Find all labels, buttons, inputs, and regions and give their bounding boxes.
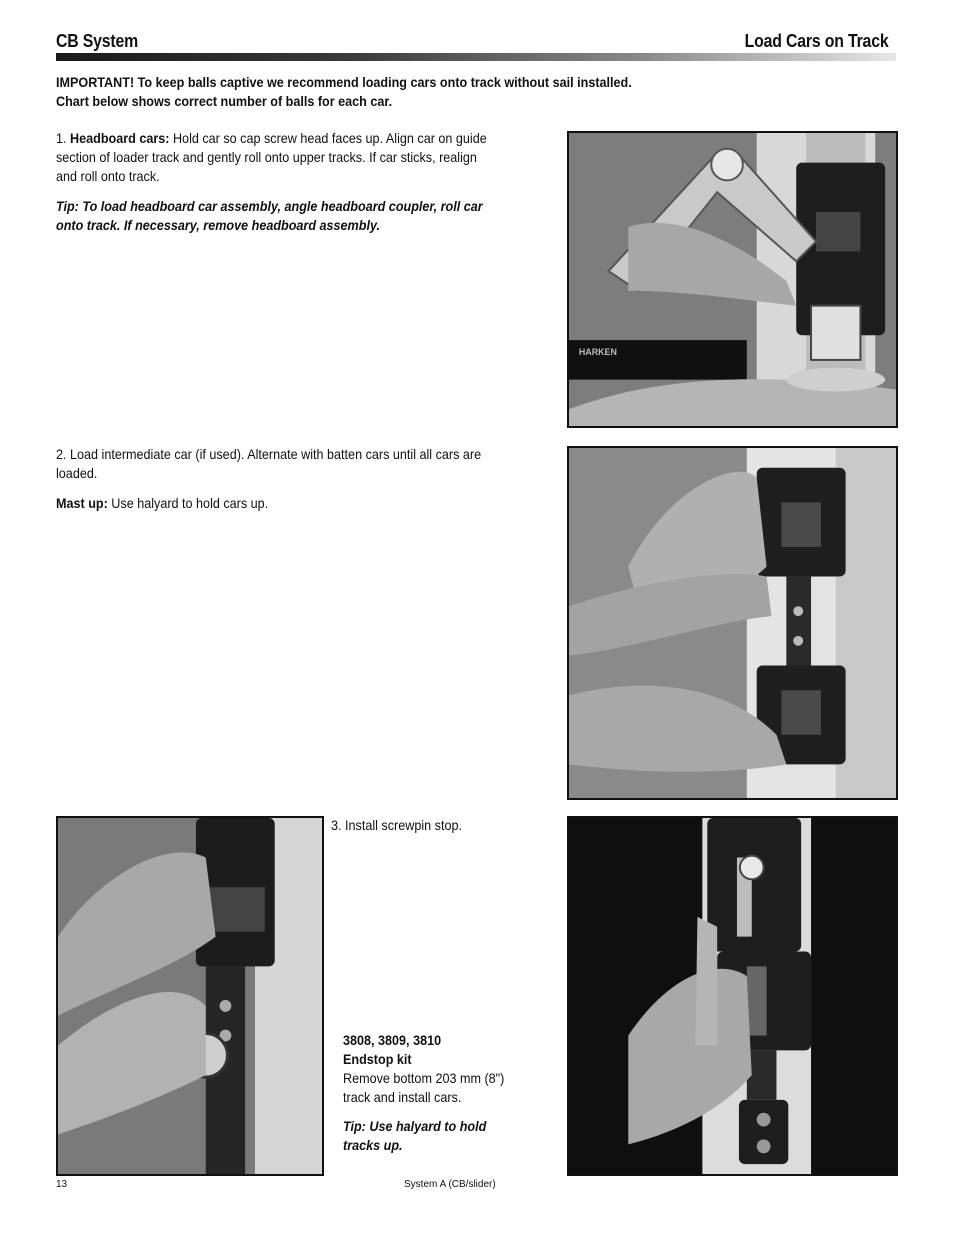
endstop-kit bbox=[343, 1031, 532, 1107]
step-1-line-2: section of loader track and gently roll onto upper tracks. If car sticks, realign bbox=[56, 149, 477, 165]
mast-up-note bbox=[56, 494, 524, 513]
step-2-text bbox=[56, 445, 524, 483]
step-3-text: 3. Install screwpin stop. bbox=[331, 817, 462, 833]
page-title: Load Cars on Track bbox=[744, 31, 888, 51]
step-2-line-2: loaded. bbox=[56, 465, 98, 481]
step-2-line-1: 2. Load intermediate car (if used). Alternate with batten cars until all cars are bbox=[56, 446, 482, 462]
photo-endstop-kit bbox=[567, 816, 898, 1176]
step-1-line-1: Hold car so cap screw head faces up. Align car on guide bbox=[172, 130, 487, 146]
photo-brand-label: HARKEN bbox=[578, 346, 617, 357]
endstop-desc-line-1: Remove bottom 203 mm (8") bbox=[343, 1070, 505, 1086]
endstop-tip-line-1: Tip: Use halyard to hold bbox=[343, 1118, 487, 1134]
photo-intermediate-cars bbox=[567, 446, 898, 800]
step-1-tip bbox=[56, 197, 524, 235]
step-1-tip-line-1: Tip: To load headboard car assembly, angle headboard coupler, roll car bbox=[56, 198, 483, 214]
endstop-desc-line-2: track and install cars. bbox=[343, 1089, 462, 1105]
mast-up-text: Use halyard to hold cars up. bbox=[111, 495, 269, 511]
important-note bbox=[56, 73, 794, 111]
footer-doc-label: System A (CB/slider) bbox=[404, 1179, 496, 1190]
header-rule bbox=[56, 53, 896, 61]
step-1-text bbox=[56, 129, 524, 186]
photo-headboard-car bbox=[567, 131, 898, 428]
important-line-1: IMPORTANT! To keep balls captive we recommend loading cars onto track without sail installed. bbox=[56, 74, 632, 90]
section-title: CB System bbox=[56, 31, 139, 51]
endstop-part-numbers: 3808, 3809, 3810 bbox=[343, 1032, 442, 1048]
endstop-kit-name: Endstop kit bbox=[343, 1051, 412, 1067]
mast-up-label: Mast up: bbox=[56, 495, 108, 511]
step-1-line-3: and roll onto track. bbox=[56, 168, 160, 184]
endstop-tip-line-2: tracks up. bbox=[343, 1137, 403, 1153]
important-line-2: Chart below shows correct number of balls for each car. bbox=[56, 93, 393, 109]
step-1-label: Headboard cars: bbox=[70, 130, 170, 146]
endstop-tip bbox=[343, 1117, 532, 1155]
page-number: 13 bbox=[56, 1179, 68, 1190]
step-1-tip-line-2: onto track. If necessary, remove headboard assembly. bbox=[56, 217, 381, 233]
photo-screwpin-stop bbox=[56, 816, 324, 1176]
step-1-number: 1. bbox=[56, 130, 67, 146]
